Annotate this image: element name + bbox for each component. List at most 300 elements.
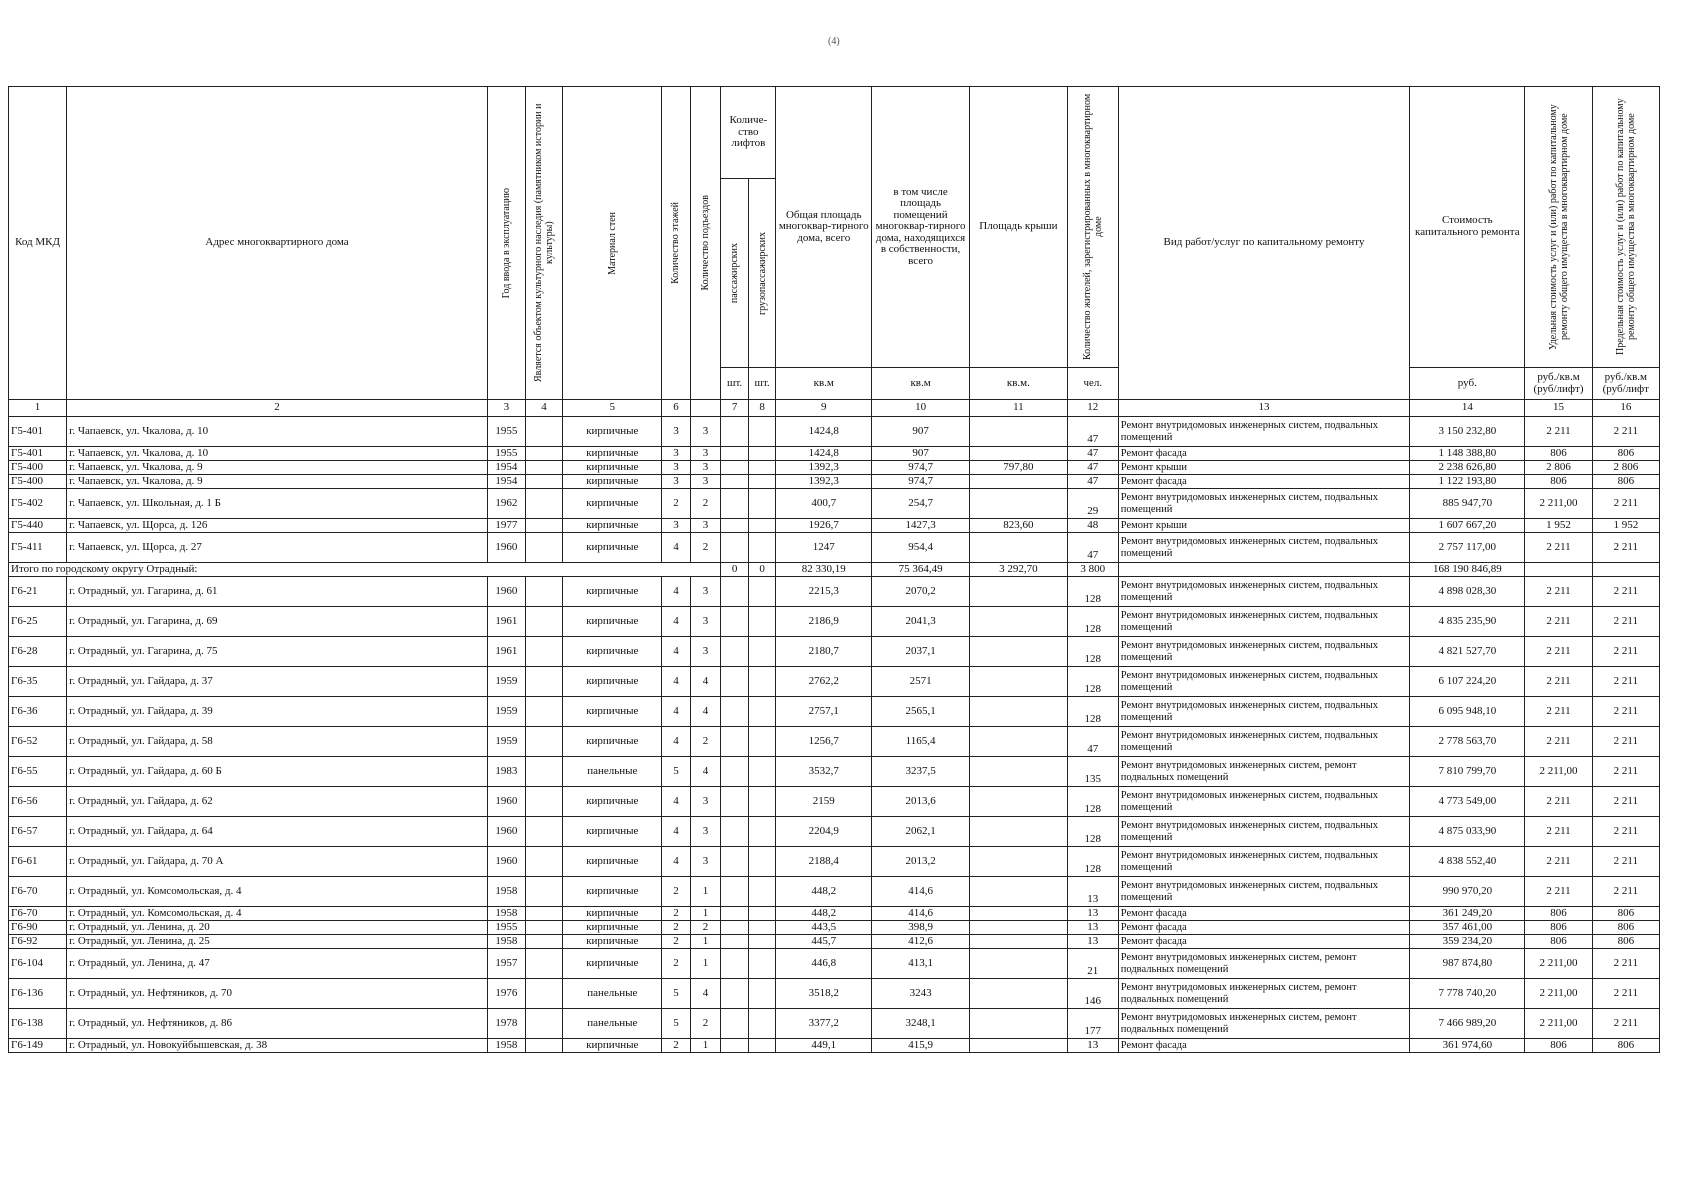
table-body-otradny	[9, 577, 1660, 1053]
row-unit-cost: 2 211	[1525, 533, 1592, 563]
row-entrances: 1	[690, 949, 721, 979]
header-lifts-freight-text: грузопассажирских	[756, 231, 768, 315]
column-number: 8	[748, 400, 776, 417]
table-row	[9, 475, 1660, 489]
column-number: 5	[563, 400, 662, 417]
row-max-cost: 2 211	[1592, 787, 1659, 817]
header-lifts-freight	[748, 179, 776, 368]
row-floors: 4	[662, 637, 691, 667]
row-total-area: 2204,9	[776, 817, 872, 847]
row-entrances: 2	[690, 921, 721, 935]
row-max-cost: 2 211	[1592, 697, 1659, 727]
table-row	[9, 817, 1660, 847]
row-address: г. Чапаевск, ул. Чкалова, д. 9	[67, 475, 488, 489]
row-roof-area	[969, 577, 1067, 607]
row-wall-material: кирпичные	[563, 1039, 662, 1053]
row-wall-material: кирпичные	[563, 921, 662, 935]
row-heritage	[525, 907, 563, 921]
row-residents: 47	[1067, 417, 1118, 447]
row-total-area: 2762,2	[776, 667, 872, 697]
table-row	[9, 577, 1660, 607]
row-roof-area: 823,60	[969, 519, 1067, 533]
row-lifts-passenger	[721, 667, 749, 697]
row-residents: 128	[1067, 637, 1118, 667]
row-address: г. Отрадный, ул. Нефтяников, д. 70	[67, 979, 488, 1009]
row-address: г. Отрадный, ул. Гайдара, д. 39	[67, 697, 488, 727]
row-work-type: Ремонт фасада	[1118, 475, 1409, 489]
row-max-cost: 806	[1592, 1039, 1659, 1053]
row-owned-area: 414,6	[872, 907, 970, 921]
row-max-cost: 2 211	[1592, 607, 1659, 637]
row-roof-area	[969, 1009, 1067, 1039]
row-total-area: 400,7	[776, 489, 872, 519]
header-floors	[662, 87, 691, 400]
unit-total-area: кв.м	[776, 368, 872, 400]
row-address: г. Отрадный, ул. Гайдара, д. 37	[67, 667, 488, 697]
row-year: 1958	[487, 935, 525, 949]
row-address: г. Чапаевск, ул. Щорса, д. 126	[67, 519, 488, 533]
row-floors: 5	[662, 979, 691, 1009]
unit-cost: руб.	[1410, 368, 1525, 400]
row-cost: 7 810 799,70	[1410, 757, 1525, 787]
row-total-area: 1392,3	[776, 461, 872, 475]
row-code: Г6-61	[9, 847, 67, 877]
table-row	[9, 979, 1660, 1009]
row-total-area: 3532,7	[776, 757, 872, 787]
row-lifts-freight	[748, 847, 776, 877]
column-number	[690, 400, 721, 417]
row-address: г. Отрадный, ул. Ленина, д. 20	[67, 921, 488, 935]
row-residents: 47	[1067, 727, 1118, 757]
row-work-type: Ремонт внутридомовых инженерных систем, подвальных помещений	[1118, 637, 1409, 667]
row-lifts-freight	[748, 447, 776, 461]
column-number: 6	[662, 400, 691, 417]
row-heritage	[525, 519, 563, 533]
row-lifts-freight	[748, 907, 776, 921]
table-total	[9, 563, 1660, 577]
row-lifts-freight	[748, 921, 776, 935]
row-unit-cost: 2 211	[1525, 847, 1592, 877]
row-unit-cost: 806	[1525, 447, 1592, 461]
row-cost: 1 122 193,80	[1410, 475, 1525, 489]
row-owned-area: 974,7	[872, 475, 970, 489]
row-address: г. Отрадный, ул. Гайдара, д. 70 А	[67, 847, 488, 877]
row-lifts-passenger	[721, 1009, 749, 1039]
row-lifts-freight	[748, 417, 776, 447]
row-code: Г6-149	[9, 1039, 67, 1053]
total-lifts-freight: 0	[748, 563, 776, 577]
row-heritage	[525, 817, 563, 847]
row-address: г. Отрадный, ул. Ленина, д. 25	[67, 935, 488, 949]
row-work-type: Ремонт фасада	[1118, 921, 1409, 935]
row-entrances: 2	[690, 489, 721, 519]
row-lifts-freight	[748, 877, 776, 907]
total-cost: 168 190 846,89	[1410, 563, 1525, 577]
row-total-area: 449,1	[776, 1039, 872, 1053]
row-year: 1960	[487, 847, 525, 877]
row-lifts-passenger	[721, 847, 749, 877]
header-entrances-text: Количество подъездов	[700, 195, 712, 291]
row-address: г. Отрадный, ул. Гагарина, д. 75	[67, 637, 488, 667]
row-residents: 21	[1067, 949, 1118, 979]
unit-owned-area: кв.м	[872, 368, 970, 400]
header-cost: Стоимость капитального ремонта	[1410, 87, 1525, 368]
row-total-area: 2186,9	[776, 607, 872, 637]
column-number: 7	[721, 400, 749, 417]
row-code: Г6-56	[9, 787, 67, 817]
row-lifts-passenger	[721, 461, 749, 475]
row-lifts-freight	[748, 697, 776, 727]
row-heritage	[525, 949, 563, 979]
row-address: г. Отрадный, ул. Ленина, д. 47	[67, 949, 488, 979]
header-work-type: Вид работ/услуг по капитальному ремонту	[1118, 87, 1409, 400]
row-lifts-freight	[748, 475, 776, 489]
row-floors: 3	[662, 475, 691, 489]
header-roof-area: Площадь крыши	[969, 87, 1067, 368]
row-wall-material: кирпичные	[563, 727, 662, 757]
table-row	[9, 847, 1660, 877]
row-work-type: Ремонт крыши	[1118, 519, 1409, 533]
row-heritage	[525, 667, 563, 697]
column-number: 16	[1592, 400, 1659, 417]
row-owned-area: 412,6	[872, 935, 970, 949]
row-wall-material: кирпичные	[563, 577, 662, 607]
row-total-area: 1926,7	[776, 519, 872, 533]
row-code: Г5-411	[9, 533, 67, 563]
row-cost: 990 970,20	[1410, 877, 1525, 907]
row-roof-area	[969, 667, 1067, 697]
row-work-type: Ремонт внутридомовых инженерных систем, подвальных помещений	[1118, 577, 1409, 607]
row-lifts-freight	[748, 949, 776, 979]
row-total-area: 1424,8	[776, 447, 872, 461]
column-number: 9	[776, 400, 872, 417]
row-residents: 13	[1067, 1039, 1118, 1053]
row-code: Г6-138	[9, 1009, 67, 1039]
row-cost: 6 095 948,10	[1410, 697, 1525, 727]
row-entrances: 3	[690, 519, 721, 533]
total-lifts-passenger: 0	[721, 563, 749, 577]
row-max-cost: 2 211	[1592, 533, 1659, 563]
row-heritage	[525, 877, 563, 907]
row-total-area: 1392,3	[776, 475, 872, 489]
row-unit-cost: 2 211	[1525, 817, 1592, 847]
table-row	[9, 935, 1660, 949]
row-owned-area: 414,6	[872, 877, 970, 907]
row-year: 1959	[487, 667, 525, 697]
header-lifts-passenger	[721, 179, 749, 368]
row-unit-cost: 2 211,00	[1525, 489, 1592, 519]
row-cost: 1 607 667,20	[1410, 519, 1525, 533]
row-total-area: 1256,7	[776, 727, 872, 757]
row-wall-material: кирпичные	[563, 935, 662, 949]
row-code: Г6-55	[9, 757, 67, 787]
row-code: Г5-400	[9, 475, 67, 489]
row-floors: 3	[662, 519, 691, 533]
header-heritage-text: Является объектом культурного наследия (памятником истории и культуры)	[533, 103, 556, 383]
table-row	[9, 1039, 1660, 1053]
total-label: Итого по городскому округу Отрадный:	[9, 563, 721, 577]
row-lifts-passenger	[721, 577, 749, 607]
row-owned-area: 974,7	[872, 461, 970, 475]
row-max-cost: 2 211	[1592, 949, 1659, 979]
row-work-type: Ремонт фасада	[1118, 907, 1409, 921]
row-work-type: Ремонт внутридомовых инженерных систем, подвальных помещений	[1118, 877, 1409, 907]
row-residents: 29	[1067, 489, 1118, 519]
row-address: г. Отрадный, ул. Гагарина, д. 61	[67, 577, 488, 607]
row-wall-material: кирпичные	[563, 447, 662, 461]
row-roof-area	[969, 697, 1067, 727]
row-heritage	[525, 787, 563, 817]
row-roof-area	[969, 787, 1067, 817]
row-code: Г6-36	[9, 697, 67, 727]
row-cost: 359 234,20	[1410, 935, 1525, 949]
header-wall-material	[563, 87, 662, 400]
row-roof-area	[969, 475, 1067, 489]
row-year: 1960	[487, 577, 525, 607]
row-year: 1955	[487, 921, 525, 935]
table-row	[9, 667, 1660, 697]
row-max-cost: 2 211	[1592, 417, 1659, 447]
row-roof-area	[969, 877, 1067, 907]
row-entrances: 3	[690, 817, 721, 847]
row-cost: 7 466 989,20	[1410, 1009, 1525, 1039]
row-cost: 2 778 563,70	[1410, 727, 1525, 757]
row-total-area: 3518,2	[776, 979, 872, 1009]
row-owned-area: 1165,4	[872, 727, 970, 757]
row-lifts-freight	[748, 461, 776, 475]
row-max-cost: 806	[1592, 447, 1659, 461]
row-residents: 128	[1067, 817, 1118, 847]
row-roof-area	[969, 727, 1067, 757]
row-lifts-freight	[748, 667, 776, 697]
row-work-type: Ремонт внутридомовых инженерных систем, подвальных помещений	[1118, 697, 1409, 727]
row-lifts-passenger	[721, 607, 749, 637]
row-entrances: 3	[690, 461, 721, 475]
row-code: Г6-92	[9, 935, 67, 949]
row-unit-cost: 806	[1525, 907, 1592, 921]
row-residents: 13	[1067, 877, 1118, 907]
row-residents: 128	[1067, 847, 1118, 877]
header-address: Адрес многоквартирного дома	[67, 87, 488, 400]
row-max-cost: 2 211	[1592, 667, 1659, 697]
row-entrances: 3	[690, 607, 721, 637]
row-total-area: 443,5	[776, 921, 872, 935]
row-max-cost: 806	[1592, 475, 1659, 489]
row-floors: 4	[662, 607, 691, 637]
row-work-type: Ремонт фасада	[1118, 1039, 1409, 1053]
table-row	[9, 921, 1660, 935]
row-cost: 3 150 232,80	[1410, 417, 1525, 447]
row-code: Г5-402	[9, 489, 67, 519]
row-entrances: 4	[690, 697, 721, 727]
row-lifts-passenger	[721, 519, 749, 533]
row-floors: 4	[662, 577, 691, 607]
row-wall-material: кирпичные	[563, 417, 662, 447]
row-max-cost: 2 211	[1592, 877, 1659, 907]
row-roof-area	[969, 979, 1067, 1009]
row-unit-cost: 1 952	[1525, 519, 1592, 533]
row-owned-area: 3248,1	[872, 1009, 970, 1039]
row-residents: 13	[1067, 907, 1118, 921]
row-floors: 2	[662, 907, 691, 921]
row-entrances: 1	[690, 877, 721, 907]
row-owned-area: 254,7	[872, 489, 970, 519]
row-lifts-passenger	[721, 533, 749, 563]
row-code: Г6-35	[9, 667, 67, 697]
row-lifts-passenger	[721, 417, 749, 447]
row-work-type: Ремонт внутридомовых инженерных систем, ремонт подвальных помещений	[1118, 1009, 1409, 1039]
column-number: 13	[1118, 400, 1409, 417]
row-total-area: 2180,7	[776, 637, 872, 667]
row-heritage	[525, 607, 563, 637]
row-wall-material: кирпичные	[563, 787, 662, 817]
row-max-cost: 2 211	[1592, 577, 1659, 607]
row-unit-cost: 806	[1525, 935, 1592, 949]
row-floors: 5	[662, 1009, 691, 1039]
row-entrances: 3	[690, 787, 721, 817]
unit-lifts-passenger: шт.	[721, 368, 749, 400]
row-address: г. Чапаевск, ул. Школьная, д. 1 Б	[67, 489, 488, 519]
row-max-cost: 1 952	[1592, 519, 1659, 533]
row-lifts-passenger	[721, 877, 749, 907]
row-cost: 361 249,20	[1410, 907, 1525, 921]
row-lifts-freight	[748, 607, 776, 637]
row-work-type: Ремонт внутридомовых инженерных систем, подвальных помещений	[1118, 847, 1409, 877]
row-unit-cost: 806	[1525, 1039, 1592, 1053]
row-lifts-freight	[748, 817, 776, 847]
row-floors: 3	[662, 461, 691, 475]
row-wall-material: кирпичные	[563, 697, 662, 727]
row-entrances: 2	[690, 727, 721, 757]
row-year: 1954	[487, 461, 525, 475]
row-year: 1958	[487, 877, 525, 907]
row-residents: 47	[1067, 461, 1118, 475]
column-numbers-row	[9, 400, 1660, 417]
header-max-cost	[1592, 87, 1659, 368]
row-owned-area: 954,4	[872, 533, 970, 563]
row-roof-area: 797,80	[969, 461, 1067, 475]
table-row	[9, 489, 1660, 519]
row-lifts-passenger	[721, 949, 749, 979]
total-residents: 3 800	[1067, 563, 1118, 577]
row-year: 1962	[487, 489, 525, 519]
row-work-type: Ремонт фасада	[1118, 447, 1409, 461]
row-unit-cost: 2 211,00	[1525, 949, 1592, 979]
row-roof-area	[969, 533, 1067, 563]
row-owned-area: 2013,6	[872, 787, 970, 817]
column-number: 15	[1525, 400, 1592, 417]
row-cost: 4 898 028,30	[1410, 577, 1525, 607]
capital-repair-table	[8, 86, 1660, 1053]
row-work-type: Ремонт внутридомовых инженерных систем, подвальных помещений	[1118, 607, 1409, 637]
row-roof-area	[969, 935, 1067, 949]
row-floors: 4	[662, 847, 691, 877]
header-floors-text: Количество этажей	[670, 202, 682, 284]
row-entrances: 3	[690, 447, 721, 461]
row-owned-area: 413,1	[872, 949, 970, 979]
row-roof-area	[969, 489, 1067, 519]
row-max-cost: 2 806	[1592, 461, 1659, 475]
table-row	[9, 787, 1660, 817]
row-year: 1961	[487, 607, 525, 637]
unit-lifts-freight: шт.	[748, 368, 776, 400]
row-wall-material: кирпичные	[563, 475, 662, 489]
row-code: Г6-52	[9, 727, 67, 757]
row-entrances: 1	[690, 907, 721, 921]
header-lifts-passenger-text: пассажирских	[729, 243, 741, 304]
row-address: г. Отрадный, ул. Комсомольская, д. 4	[67, 877, 488, 907]
row-lifts-passenger	[721, 1039, 749, 1053]
row-heritage	[525, 935, 563, 949]
row-work-type: Ремонт внутридомовых инженерных систем, подвальных помещений	[1118, 817, 1409, 847]
row-total-area: 445,7	[776, 935, 872, 949]
row-unit-cost: 2 211	[1525, 417, 1592, 447]
row-work-type: Ремонт внутридомовых инженерных систем, подвальных помещений	[1118, 417, 1409, 447]
column-number: 1	[9, 400, 67, 417]
unit-max-cost: руб./кв.м (руб/лифт	[1592, 368, 1659, 400]
row-cost: 2 757 117,00	[1410, 533, 1525, 563]
row-cost: 361 974,60	[1410, 1039, 1525, 1053]
row-unit-cost: 2 211	[1525, 637, 1592, 667]
row-entrances: 4	[690, 757, 721, 787]
row-entrances: 4	[690, 667, 721, 697]
row-work-type: Ремонт внутридомовых инженерных систем, ремонт подвальных помещений	[1118, 949, 1409, 979]
row-floors: 2	[662, 1039, 691, 1053]
row-wall-material: кирпичные	[563, 949, 662, 979]
row-owned-area: 3243	[872, 979, 970, 1009]
row-lifts-passenger	[721, 817, 749, 847]
row-roof-area	[969, 417, 1067, 447]
row-floors: 4	[662, 667, 691, 697]
unit-roof-area: кв.м.	[969, 368, 1067, 400]
row-roof-area	[969, 949, 1067, 979]
row-entrances: 1	[690, 1039, 721, 1053]
page-number: (4)	[828, 36, 840, 47]
row-residents: 135	[1067, 757, 1118, 787]
column-number: 4	[525, 400, 563, 417]
row-lifts-passenger	[721, 935, 749, 949]
row-cost: 4 835 235,90	[1410, 607, 1525, 637]
row-lifts-freight	[748, 533, 776, 563]
column-number: 14	[1410, 400, 1525, 417]
unit-unit-cost: руб./кв.м (руб/лифт)	[1525, 368, 1592, 400]
row-heritage	[525, 921, 563, 935]
row-max-cost: 806	[1592, 921, 1659, 935]
row-heritage	[525, 697, 563, 727]
row-unit-cost: 2 211	[1525, 697, 1592, 727]
row-total-area: 1247	[776, 533, 872, 563]
row-address: г. Отрадный, ул. Нефтяников, д. 86	[67, 1009, 488, 1039]
row-cost: 4 773 549,00	[1410, 787, 1525, 817]
row-year: 1955	[487, 417, 525, 447]
table-row	[9, 907, 1660, 921]
row-wall-material: кирпичные	[563, 847, 662, 877]
row-residents: 146	[1067, 979, 1118, 1009]
row-cost: 987 874,80	[1410, 949, 1525, 979]
row-wall-material: кирпичные	[563, 489, 662, 519]
row-roof-area	[969, 1039, 1067, 1053]
row-year: 1978	[487, 1009, 525, 1039]
row-entrances: 2	[690, 533, 721, 563]
row-heritage	[525, 757, 563, 787]
row-roof-area	[969, 847, 1067, 877]
row-floors: 5	[662, 757, 691, 787]
row-work-type: Ремонт крыши	[1118, 461, 1409, 475]
row-year: 1958	[487, 1039, 525, 1053]
row-cost: 4 875 033,90	[1410, 817, 1525, 847]
row-wall-material: панельные	[563, 1009, 662, 1039]
row-code: Г6-57	[9, 817, 67, 847]
